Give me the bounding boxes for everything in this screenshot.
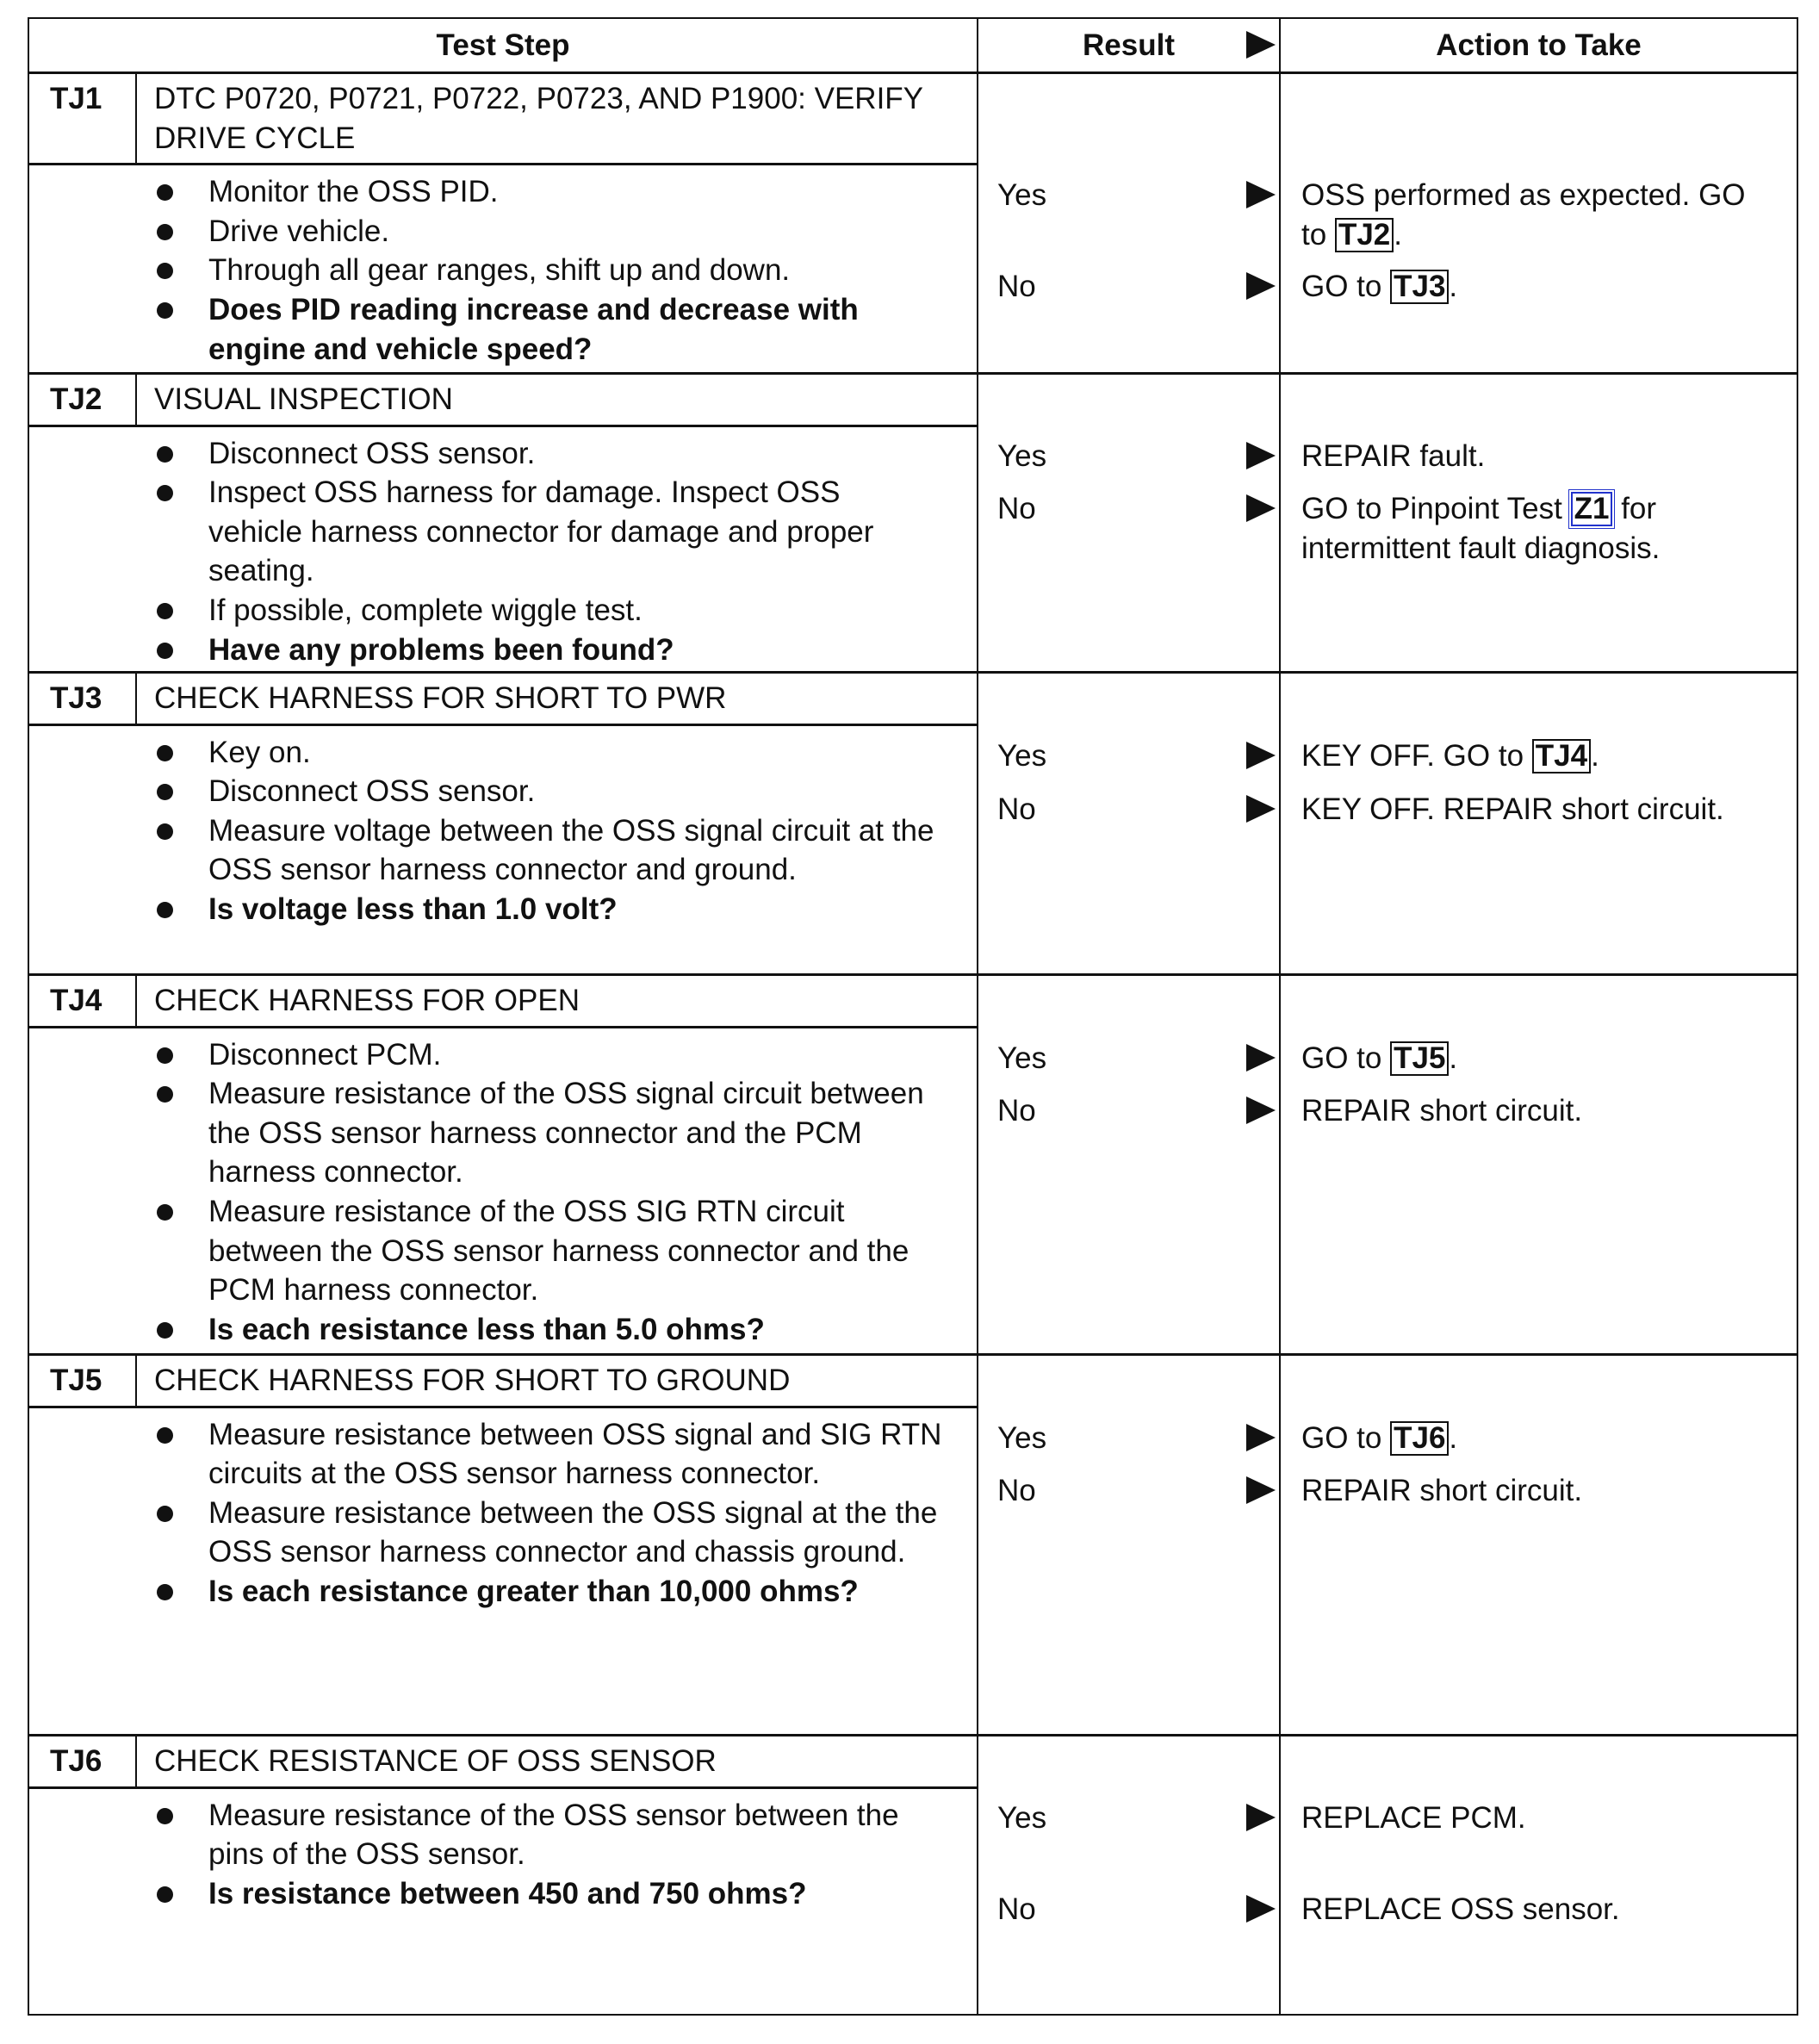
action-no — [1281, 489, 1763, 568]
arrow-right-icon — [1246, 795, 1276, 823]
test-step-cell — [29, 375, 978, 671]
test-step-cell — [29, 74, 978, 372]
result-yes — [978, 1419, 1279, 1458]
test-step-row-tj6 — [29, 1736, 1797, 2014]
action-yes: GO to TJ5 . — [1301, 1041, 1458, 1075]
arrow-right-icon — [1246, 1097, 1276, 1124]
action-text-after: for intermittent fault diagnosis. — [1301, 492, 1661, 565]
result-cell — [978, 375, 1281, 671]
arrow-right-icon — [1246, 742, 1276, 769]
result-no — [978, 267, 1279, 307]
result-no-label: No — [997, 1892, 1036, 1926]
result-cell — [978, 74, 1281, 372]
step-header — [29, 674, 977, 726]
step-id: TJ3 — [29, 674, 137, 724]
action-cell — [1281, 976, 1797, 1353]
step-reference-link[interactable]: TJ5 — [1390, 1041, 1449, 1076]
step-reference-link[interactable]: TJ4 — [1532, 739, 1591, 773]
result-yes — [978, 437, 1279, 476]
action-yes: GO to TJ6 . — [1301, 1421, 1458, 1455]
result-cell — [978, 1736, 1281, 2014]
step-header — [29, 74, 977, 165]
bullet-item: Disconnect OSS sensor. — [29, 434, 977, 474]
result-no-label: No — [997, 492, 1036, 525]
bullet-item: Monitor the OSS PID. — [29, 172, 977, 212]
result-no-label: No — [997, 792, 1036, 826]
test-step-row-tj4 — [29, 976, 1797, 1356]
result-yes-label: Yes — [997, 178, 1047, 212]
step-instructions — [29, 1789, 977, 1926]
header-result — [978, 19, 1281, 71]
bullet-item: Measure resistance between the OSS signal at the the OSS sensor harness connector and chassis ground. — [29, 1494, 977, 1572]
result-cell — [978, 1356, 1281, 1734]
arrow-right-icon — [1246, 1895, 1276, 1923]
step-reference-link[interactable]: TJ3 — [1390, 270, 1449, 304]
result-no — [978, 1091, 1279, 1131]
action-yes: OSS performed as expected. GO to TJ2 . — [1301, 178, 1746, 252]
action-no — [1281, 1890, 1797, 1929]
action-cell — [1281, 74, 1797, 372]
action-cell — [1281, 1736, 1797, 2014]
bullet-item: If possible, complete wiggle test. — [29, 591, 977, 631]
bullet-item: Key on. — [29, 733, 977, 773]
action-text: REPAIR short circuit. — [1301, 1094, 1583, 1128]
header-test-step: Test Step — [29, 19, 978, 71]
bullet-item: Drive vehicle. — [29, 212, 977, 252]
bullet-item: Through all gear ranges, shift up and down. — [29, 251, 977, 290]
test-step-row-tj2 — [29, 375, 1797, 674]
result-no-label: No — [997, 270, 1036, 303]
result-cell — [978, 976, 1281, 1353]
bullet-item: Measure resistance of the OSS SIG RTN circuit between the OSS sensor harness connector and the PCM harness connector. — [29, 1192, 977, 1310]
action-text: GO to — [1301, 270, 1382, 303]
step-reference-link[interactable]: Z1 — [1571, 492, 1613, 526]
bullet-item: Measure resistance of the OSS sensor between the pins of the OSS sensor. — [29, 1796, 977, 1874]
bullet-item: Is each resistance greater than 10,000 ohms? — [29, 1572, 977, 1612]
bullet-item: Is each resistance less than 5.0 ohms? — [29, 1310, 977, 1350]
step-id: TJ4 — [29, 976, 137, 1026]
test-step-cell — [29, 674, 978, 973]
arrow-right-icon — [1246, 1424, 1276, 1451]
arrow-right-icon — [1246, 181, 1276, 208]
action-cell — [1281, 1356, 1797, 1734]
action-text: GO to — [1301, 1041, 1382, 1075]
arrow-right-icon — [1246, 494, 1276, 522]
action-text: OSS performed as expected. GO to — [1301, 178, 1746, 252]
arrow-right-icon — [1246, 1044, 1276, 1072]
result-yes-label: Yes — [997, 1041, 1047, 1075]
result-no-label: No — [997, 1094, 1036, 1128]
bullet-item: Measure resistance of the OSS signal circuit between the OSS sensor harness connector and the PCM harness connector. — [29, 1074, 977, 1192]
action-text: REPAIR short circuit. — [1301, 1474, 1583, 1507]
test-step-row-tj5 — [29, 1356, 1797, 1736]
step-title: DTC P0720, P0721, P0722, P0723, AND P1900: VERIFY DRIVE CYCLE — [154, 82, 923, 155]
action-text: KEY OFF. REPAIR short circuit. — [1301, 792, 1724, 826]
step-id: TJ5 — [29, 1356, 137, 1406]
result-yes — [978, 736, 1279, 776]
bullet-item: Is voltage less than 1.0 volt? — [29, 890, 977, 929]
result-no — [978, 1890, 1279, 1929]
action-text: GO to Pinpoint Test — [1301, 492, 1562, 525]
step-title: CHECK HARNESS FOR OPEN — [154, 984, 580, 1017]
step-reference-link[interactable]: TJ6 — [1390, 1421, 1449, 1456]
step-title: CHECK HARNESS FOR SHORT TO PWR — [154, 681, 727, 715]
action-cell — [1281, 674, 1797, 973]
arrow-right-icon — [1246, 442, 1276, 469]
bullet-item: Measure resistance between OSS signal and SIG RTN circuits at the OSS sensor harness connector. — [29, 1415, 977, 1494]
bullet-item: Disconnect OSS sensor. — [29, 772, 977, 811]
header-result-label: Result — [1083, 28, 1175, 62]
test-step-cell — [29, 1356, 978, 1734]
step-id: TJ2 — [29, 375, 137, 425]
bullet-item: Does PID reading increase and decrease with engine and vehicle speed? — [29, 290, 977, 369]
result-no — [978, 489, 1279, 529]
result-yes-label: Yes — [997, 1801, 1047, 1835]
bullet-item: Have any problems been found? — [29, 631, 977, 670]
step-title: CHECK RESISTANCE OF OSS SENSOR — [154, 1744, 717, 1778]
test-step-cell — [29, 976, 978, 1353]
step-instructions — [29, 165, 977, 381]
result-yes — [978, 176, 1279, 215]
action-text: REPAIR fault. — [1301, 439, 1486, 473]
arrow-right-icon — [1246, 1476, 1276, 1504]
result-yes-label: Yes — [997, 739, 1047, 773]
result-yes — [978, 1799, 1279, 1838]
action-yes — [1281, 437, 1797, 476]
action-text: KEY OFF. GO to — [1301, 739, 1524, 773]
test-step-row-tj1 — [29, 74, 1797, 375]
step-header — [29, 1736, 977, 1789]
action-text: REPLACE PCM. — [1301, 1801, 1526, 1835]
action-yes — [1281, 1799, 1797, 1838]
result-yes — [978, 1039, 1279, 1078]
bullet-item: Inspect OSS harness for damage. Inspect OSS vehicle harness connector for damage and proper seating. — [29, 473, 977, 591]
action-no: GO to TJ3 . — [1301, 270, 1458, 303]
action-cell — [1281, 375, 1797, 671]
bullet-item: Is resistance between 450 and 750 ohms? — [29, 1874, 977, 1914]
arrow-right-icon — [1246, 31, 1276, 59]
result-yes-label: Yes — [997, 1421, 1047, 1455]
step-id: TJ1 — [29, 74, 137, 163]
step-reference-link[interactable]: TJ2 — [1335, 218, 1394, 252]
diagnostic-table — [28, 17, 1798, 2016]
bullet-item: Disconnect PCM. — [29, 1035, 977, 1075]
action-no — [1281, 1471, 1797, 1511]
step-title: CHECK HARNESS FOR SHORT TO GROUND — [154, 1364, 791, 1397]
result-no-label: No — [997, 1474, 1036, 1507]
result-no — [978, 790, 1279, 829]
step-header — [29, 976, 977, 1028]
bullet-item: Measure voltage between the OSS signal circuit at the OSS sensor harness connector and ground. — [29, 811, 977, 890]
result-cell — [978, 674, 1281, 973]
result-no — [978, 1471, 1279, 1511]
result-yes-label: Yes — [997, 439, 1047, 473]
step-header — [29, 375, 977, 427]
step-instructions — [29, 427, 977, 682]
test-step-cell — [29, 1736, 978, 2014]
action-yes: KEY OFF. GO to TJ4 . — [1301, 739, 1599, 773]
action-text: GO to — [1301, 1421, 1382, 1455]
arrow-right-icon — [1246, 1804, 1276, 1831]
step-id: TJ6 — [29, 1736, 137, 1786]
step-instructions — [29, 1028, 977, 1362]
action-no — [1281, 1091, 1797, 1131]
test-step-row-tj3 — [29, 674, 1797, 976]
arrow-right-icon — [1246, 272, 1276, 300]
step-title: VISUAL INSPECTION — [154, 382, 453, 416]
table-header — [29, 19, 1797, 74]
action-no — [1281, 790, 1797, 829]
step-instructions — [29, 726, 977, 941]
header-action: Action to Take — [1436, 28, 1642, 62]
action-text: REPLACE OSS sensor. — [1301, 1892, 1620, 1926]
step-instructions — [29, 1408, 977, 1624]
step-header — [29, 1356, 977, 1408]
